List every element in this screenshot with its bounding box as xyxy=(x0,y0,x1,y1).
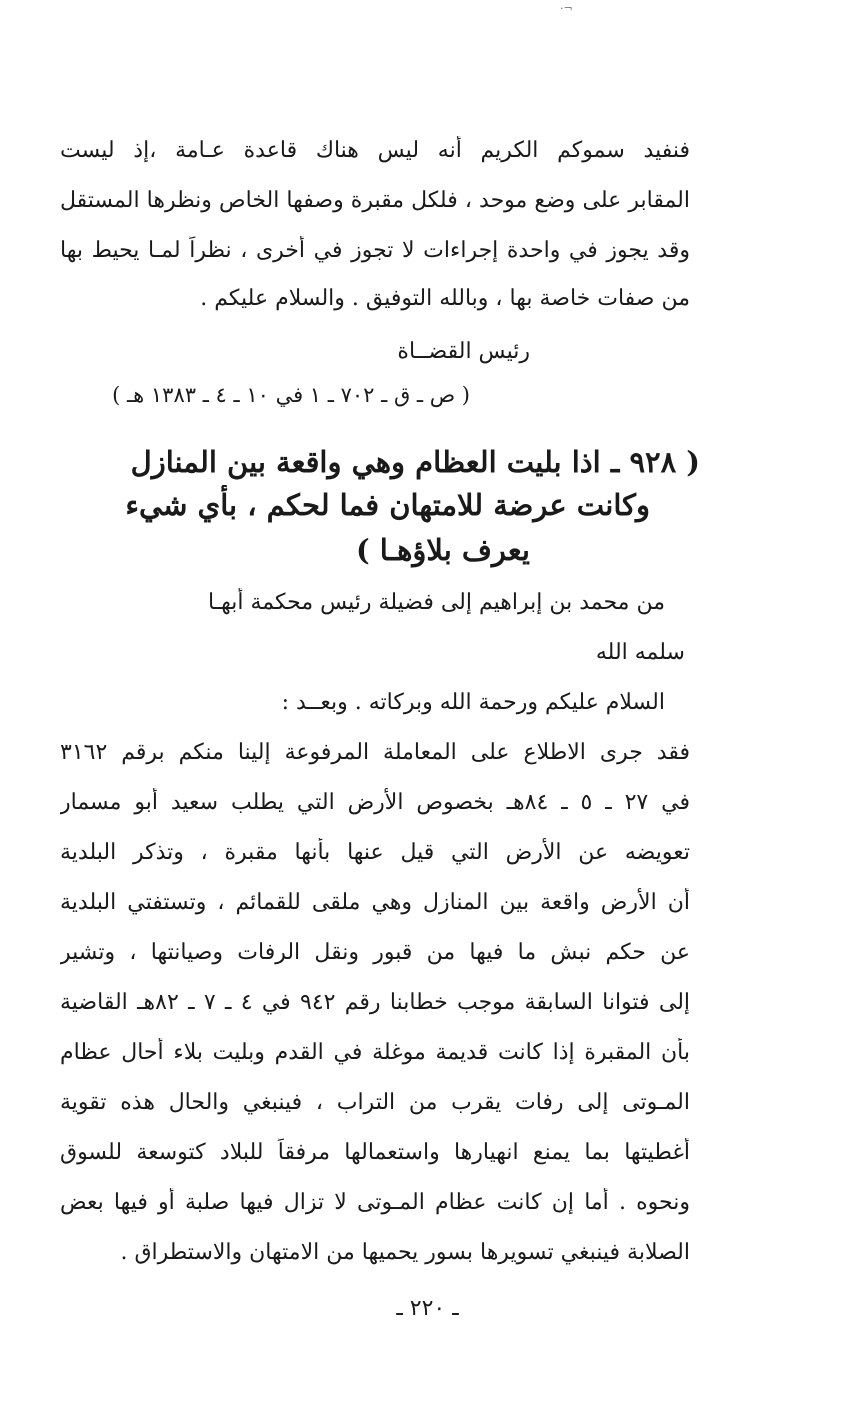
paragraph-line: من صفات خاصة بها ، وبالله التوفيق . والسلام عليكم . xyxy=(200,286,690,311)
paragraph-line: تعويضه عن الأرض التي قيل عنها بأنها مقبرة ، وتذكر البلدية xyxy=(60,840,690,865)
paragraph-line: الصلابة فينبغي تسويرها بسور يحميها من الامتهان والاستطراق . xyxy=(120,1240,690,1265)
paragraph-line: بأن المقبرة إذا كانت قديمة موغلة في القدم وبليت بلاء أحال عظام xyxy=(60,1040,690,1065)
greeting-line: السلام عليكم ورحمة الله وبركاته . وبعــد : xyxy=(281,690,665,715)
page-number: ـ ٢٢٠ ـ xyxy=(396,1296,459,1321)
paragraph-line: فقد جرى الاطلاع على المعاملة المرفوعة إلينا منكم برقم ٣١٦٢ xyxy=(60,740,690,765)
paragraph-line: ونحوه . أما إن كانت عظام المـوتى لا تزال فيها صلبة أو فيها بعض xyxy=(60,1190,690,1215)
fatwa-title-line: ( ٩٢٨ ـ اذا بليت العظام وهي واقعة بين المنازل xyxy=(130,445,700,479)
fatwa-title-line: وكانت عرضة للامتهان فما لحكم ، بأي شيء xyxy=(125,488,650,522)
signature: رئيس القضــاة xyxy=(397,339,530,364)
paragraph-line: إلى فتوانا السابقة موجب خطابنا رقم ٩٤٢ في ٤ ـ ٧ ـ ٨٢هـ القاضية xyxy=(60,990,690,1015)
paragraph-line: فنفيد سموكم الكريم أنه ليس هناك قاعدة عـامة ،إذ ليست xyxy=(60,138,690,163)
salutation-short: سلمه الله xyxy=(595,640,685,665)
paragraph-line: عن حكم نبش ما فيها من قبور ونقل الرفات وصيانتها ، وتشير xyxy=(60,940,690,965)
paragraph-line: في ٢٧ ـ ٥ ـ ٨٤هـ بخصوص الأرض التي يطلب سعيد أبو مسمار xyxy=(60,790,690,815)
paragraph-line: المقابر على وضع موحد ، فلكل مقبرة وصفها الخاص ونظرها المستقل xyxy=(60,188,690,213)
top-margin-mark: ·¬ xyxy=(560,2,573,15)
paragraph-line: المـوتى إلى رفات يقرب من التراب ، فينبغي والحال هذه تقوية xyxy=(60,1090,690,1115)
reference-number: ( ص ـ ق ـ ٧٠٢ ـ ١ في ١٠ ـ ٤ ـ ١٣٨٣ هـ ) xyxy=(112,383,470,407)
address-line: من محمد بن إبراهيم إلى فضيلة رئيس محكمة أبهـا xyxy=(207,590,665,615)
fatwa-title-line: يعرف بلاؤهـا ) xyxy=(355,533,530,567)
paragraph-line: وقد يجوز في واحدة إجراءات لا تجوز في أخرى ، نظراً لمـا يحيط بها xyxy=(60,238,690,263)
paragraph-line: أغطيتها بما يمنع انهيارها واستعمالها مرفقاً للبلاد كتوسعة للسوق xyxy=(60,1140,690,1165)
paragraph-line: أن الأرض واقعة بين المنازل وهي ملقى للقمائم ، وتستفتي البلدية xyxy=(60,890,690,915)
